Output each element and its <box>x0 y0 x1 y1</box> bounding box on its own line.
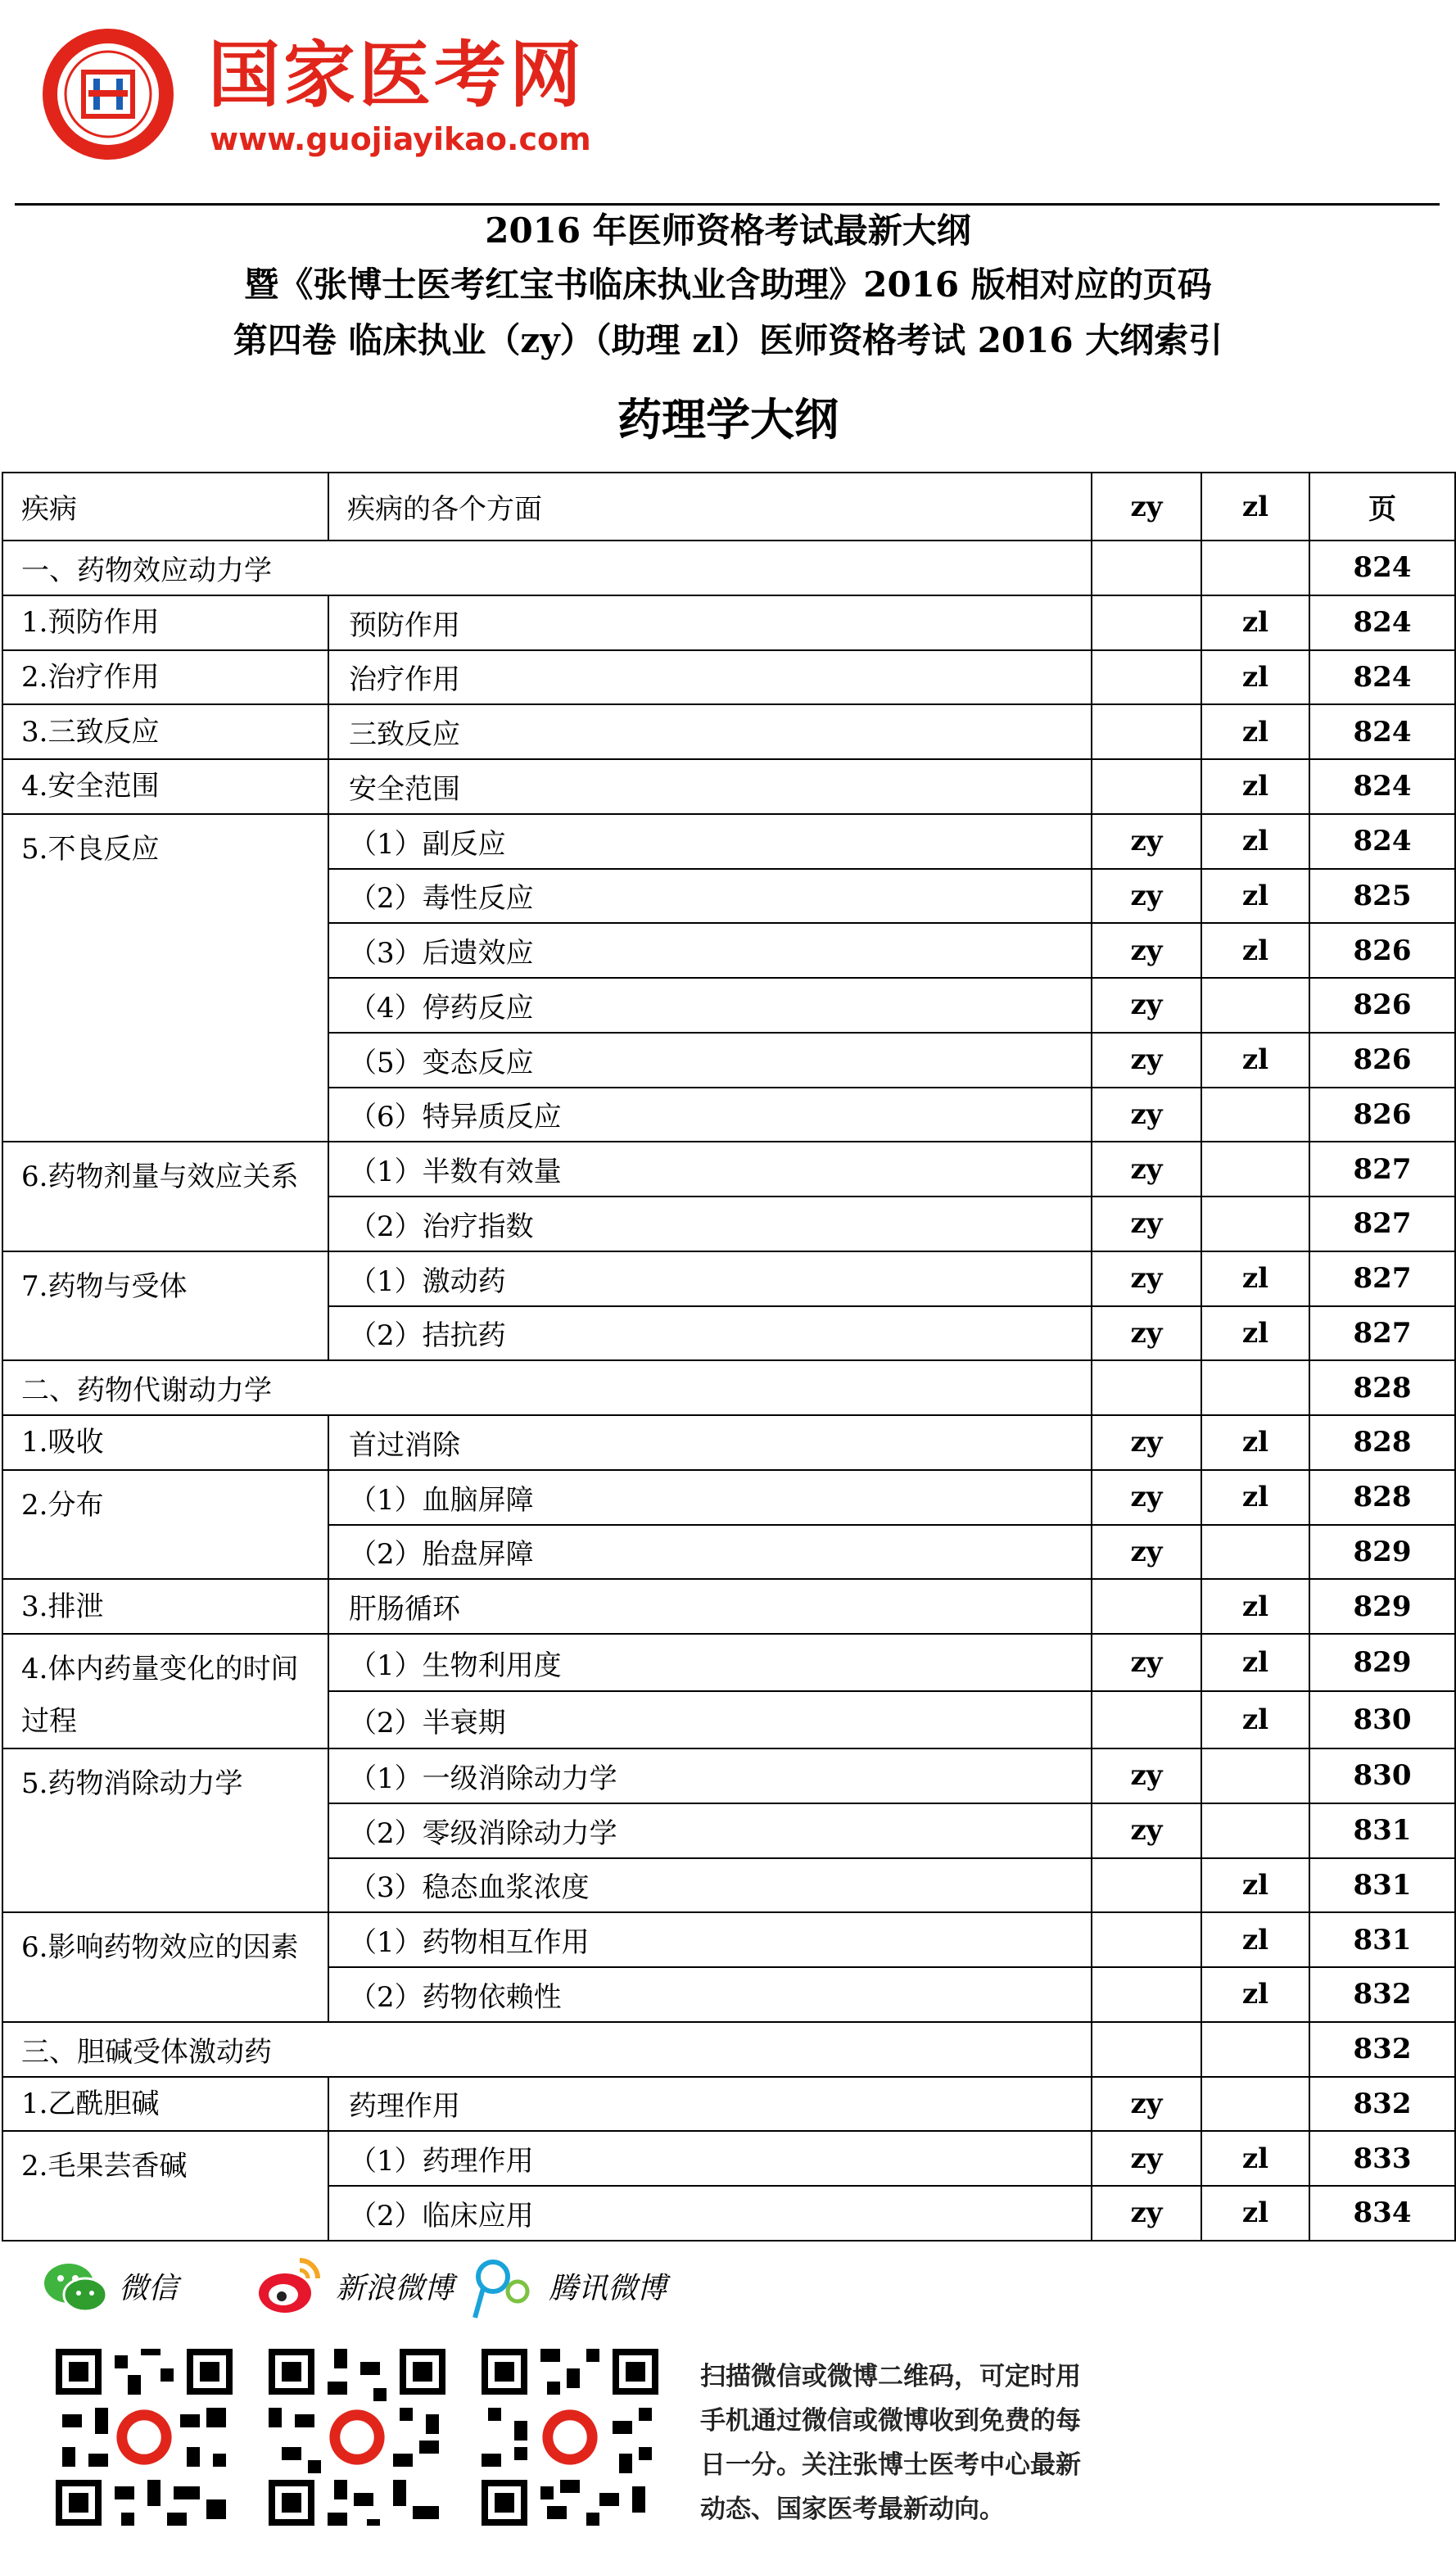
page-number: 833 <box>1309 2131 1455 2186</box>
zl-cell <box>1201 1525 1309 1580</box>
page-number: 827 <box>1309 1306 1455 1361</box>
page-number: 830 <box>1309 1748 1455 1803</box>
syllabus-table <box>2 472 1456 2242</box>
page-number: 828 <box>1309 1470 1455 1525</box>
table-row <box>2 704 1455 759</box>
page-number: 834 <box>1309 2186 1455 2241</box>
table-row <box>2 1634 1455 1691</box>
zl-cell <box>1201 2077 1309 2132</box>
section-row <box>2 1360 1455 1415</box>
page-number: 829 <box>1309 1525 1455 1580</box>
table-row <box>2 1142 1455 1197</box>
zy-cell <box>1092 704 1201 759</box>
page-number: 828 <box>1309 1360 1455 1415</box>
section-label: 二、药物代谢动力学 <box>2 1360 1092 1415</box>
page-number: 831 <box>1309 1803 1455 1858</box>
topic-cell: 2.治疗作用 <box>2 650 328 705</box>
zl-cell <box>1201 1360 1309 1415</box>
aspect-cell: 首过消除 <box>328 1415 1092 1470</box>
zl-cell: zl <box>1201 1634 1309 1691</box>
page-number: 826 <box>1309 923 1455 978</box>
zy-cell: zy <box>1092 1525 1201 1580</box>
header-aspects: 疾病的各个方面 <box>328 473 1092 541</box>
zy-cell <box>1092 2022 1201 2077</box>
zl-cell: zl <box>1201 595 1309 650</box>
zy-cell: zy <box>1092 978 1201 1033</box>
footer <box>33 2244 1425 2555</box>
zl-cell: zl <box>1201 1579 1309 1634</box>
zy-cell <box>1092 1579 1201 1634</box>
zy-cell: zy <box>1092 1197 1201 1251</box>
page-number: 829 <box>1309 1579 1455 1634</box>
page-number: 827 <box>1309 1142 1455 1197</box>
zl-cell: zl <box>1201 1470 1309 1525</box>
aspect-cell: （1）血脑屏障 <box>328 1470 1092 1525</box>
zl-cell: zl <box>1201 1251 1309 1306</box>
page-number: 832 <box>1309 2022 1455 2077</box>
zl-cell <box>1201 1197 1309 1251</box>
sina-weibo-label: 新浪微博 <box>336 2272 454 2305</box>
header-page: 页 <box>1309 473 1455 541</box>
topic-cell: 6.影响药物效应的因素 <box>2 1912 328 2022</box>
footer-text-line: 手机通过微信或微博收到免费的每 <box>700 2406 1081 2436</box>
section-row <box>2 2022 1455 2077</box>
zy-cell <box>1092 759 1201 814</box>
section-label: 三、胆碱受体激动药 <box>2 2022 1092 2077</box>
aspect-cell: （4）停药反应 <box>328 978 1092 1033</box>
document-title-line3: 第四卷 临床执业（zy）（助理 zl）医师资格考试 2016 大纲索引 <box>233 320 1223 360</box>
page-number: 824 <box>1309 759 1455 814</box>
topic-cell: 7.药物与受体 <box>2 1251 328 1361</box>
page-number: 824 <box>1309 814 1455 869</box>
aspect-cell: 安全范围 <box>328 759 1092 814</box>
zy-cell: zy <box>1092 1306 1201 1361</box>
zy-cell <box>1092 650 1201 705</box>
zy-cell: zy <box>1092 1415 1201 1470</box>
aspect-cell: （1）激动药 <box>328 1251 1092 1306</box>
footer-instructions <box>700 2355 1159 2531</box>
page-number: 831 <box>1309 1858 1455 1913</box>
topic-cell: 1.乙酰胆碱 <box>2 2077 328 2132</box>
zy-cell: zy <box>1092 2186 1201 2241</box>
zy-cell: zy <box>1092 1634 1201 1691</box>
topic-cell: 6.药物剂量与效应关系 <box>2 1142 328 1251</box>
tencent-weibo-label: 腾讯微博 <box>549 2272 667 2305</box>
aspect-cell: 三致反应 <box>328 704 1092 759</box>
table-row <box>2 2077 1455 2132</box>
footer-text-line: 动态、国家医考最新动向。 <box>700 2495 1005 2524</box>
zy-cell <box>1092 1360 1201 1415</box>
zl-cell: zl <box>1201 923 1309 978</box>
section-label: 一、药物效应动力学 <box>2 541 1092 595</box>
page-number: 832 <box>1309 2077 1455 2132</box>
topic-cell: 1.吸收 <box>2 1415 328 1470</box>
wechat-icon <box>41 2252 110 2321</box>
zl-cell: zl <box>1201 1967 1309 2022</box>
page-number: 826 <box>1309 978 1455 1033</box>
page-number: 824 <box>1309 704 1455 759</box>
aspect-cell: （2）拮抗药 <box>328 1306 1092 1361</box>
header-zl: zl <box>1201 473 1309 541</box>
topic-cell: 3.三致反应 <box>2 704 328 759</box>
brand-name: 国家医考网 <box>208 33 586 117</box>
document-title-line2: 暨《张博士医考红宝书临床执业含助理》2016 版相对应的页码 <box>244 265 1212 305</box>
table-header-row <box>2 473 1455 541</box>
zy-cell: zy <box>1092 814 1201 869</box>
wechat-qr-code[interactable] <box>49 2342 239 2532</box>
page-number: 830 <box>1309 1691 1455 1748</box>
zl-cell <box>1201 2022 1309 2077</box>
zy-cell <box>1092 1967 1201 2022</box>
page-number: 824 <box>1309 650 1455 705</box>
table-body <box>2 541 1455 2241</box>
aspect-cell: （1）生物利用度 <box>328 1634 1092 1691</box>
zl-cell <box>1201 541 1309 595</box>
zy-cell <box>1092 541 1201 595</box>
aspect-cell: （5）变态反应 <box>328 1033 1092 1088</box>
zy-cell: zy <box>1092 1142 1201 1197</box>
topic-cell: 2.毛果芸香碱 <box>2 2131 328 2241</box>
sina-weibo-icon <box>254 2252 323 2321</box>
zl-cell: zl <box>1201 759 1309 814</box>
table-row <box>2 650 1455 705</box>
section-title: 药理学大纲 <box>617 393 839 446</box>
aspect-cell: （2）毒性反应 <box>328 869 1092 924</box>
topic-cell: 4.安全范围 <box>2 759 328 814</box>
footer-text-line: 扫描微信或微博二维码，可定时用 <box>700 2362 1081 2391</box>
zy-cell <box>1092 1691 1201 1748</box>
aspect-cell: （1）一级消除动力学 <box>328 1748 1092 1803</box>
zl-cell: zl <box>1201 704 1309 759</box>
zy-cell: zy <box>1092 923 1201 978</box>
topic-cell: 5.不良反应 <box>2 814 328 1142</box>
aspect-cell: （1）药物相互作用 <box>328 1912 1092 1967</box>
zy-cell: zy <box>1092 1088 1201 1142</box>
aspect-cell: （2）半衰期 <box>328 1691 1092 1748</box>
aspect-cell: （1）药理作用 <box>328 2131 1092 2186</box>
zy-cell: zy <box>1092 1033 1201 1088</box>
aspect-cell: （2）零级消除动力学 <box>328 1803 1092 1858</box>
page-number: 831 <box>1309 1912 1455 1967</box>
page-number: 832 <box>1309 1967 1455 2022</box>
zy-cell: zy <box>1092 869 1201 924</box>
page-number: 824 <box>1309 595 1455 650</box>
tencent-weibo-icon <box>467 2252 536 2321</box>
zl-cell <box>1201 1748 1309 1803</box>
aspect-cell: （2）临床应用 <box>328 2186 1092 2241</box>
zl-cell: zl <box>1201 1415 1309 1470</box>
header-zy: zy <box>1092 473 1201 541</box>
brand-url[interactable]: www.guojiayikao.com <box>210 121 591 157</box>
zy-cell: zy <box>1092 1748 1201 1803</box>
topic-cell: 1.预防作用 <box>2 595 328 650</box>
aspect-cell: （2）药物依赖性 <box>328 1967 1092 2022</box>
zl-cell: zl <box>1201 650 1309 705</box>
topic-cell: 5.药物消除动力学 <box>2 1748 328 1912</box>
topic-cell: 3.排泄 <box>2 1579 328 1634</box>
zl-cell: zl <box>1201 869 1309 924</box>
zy-cell: zy <box>1092 1803 1201 1858</box>
table-row <box>2 1470 1455 1525</box>
aspect-cell: （2）胎盘屏障 <box>328 1525 1092 1580</box>
aspect-cell: （3）后遗效应 <box>328 923 1092 978</box>
zl-cell: zl <box>1201 1306 1309 1361</box>
aspect-cell: 药理作用 <box>328 2077 1092 2132</box>
footer-text-line: 日一分。关注张博士医考中心最新 <box>700 2450 1081 2480</box>
topic-cell: 2.分布 <box>2 1470 328 1580</box>
zl-cell <box>1201 1142 1309 1197</box>
seal-logo-icon <box>36 25 192 164</box>
tencent-weibo-qr-code[interactable] <box>475 2342 665 2532</box>
table-row <box>2 814 1455 869</box>
zy-cell: zy <box>1092 1470 1201 1525</box>
aspect-cell: 治疗作用 <box>328 650 1092 705</box>
page-number: 826 <box>1309 1033 1455 1088</box>
page-number: 827 <box>1309 1251 1455 1306</box>
page-number: 826 <box>1309 1088 1455 1142</box>
aspect-cell: （2）治疗指数 <box>328 1197 1092 1251</box>
zl-cell <box>1201 1803 1309 1858</box>
zy-cell <box>1092 595 1201 650</box>
zl-cell: zl <box>1201 1912 1309 1967</box>
zl-cell: zl <box>1201 2186 1309 2241</box>
zy-cell: zy <box>1092 2077 1201 2132</box>
zl-cell <box>1201 1088 1309 1142</box>
zy-cell <box>1092 1912 1201 1967</box>
zl-cell: zl <box>1201 1691 1309 1748</box>
aspect-cell: （6）特异质反应 <box>328 1088 1092 1142</box>
table-row <box>2 1415 1455 1470</box>
zl-cell <box>1201 978 1309 1033</box>
table-row <box>2 1579 1455 1634</box>
zy-cell <box>1092 1858 1201 1913</box>
document-title-line1: 2016 年医师资格考试最新大纲 <box>485 210 971 251</box>
aspect-cell: 预防作用 <box>328 595 1092 650</box>
page-number: 827 <box>1309 1197 1455 1251</box>
page-number: 824 <box>1309 541 1455 595</box>
table-row <box>2 2131 1455 2186</box>
zl-cell: zl <box>1201 1858 1309 1913</box>
header-disease: 疾病 <box>2 473 328 541</box>
section-row <box>2 541 1455 595</box>
zy-cell: zy <box>1092 1251 1201 1306</box>
aspect-cell: （3）稳态血浆浓度 <box>328 1858 1092 1913</box>
page-number: 829 <box>1309 1634 1455 1691</box>
topic-cell: 4.体内药量变化的时间过程 <box>2 1634 328 1748</box>
wechat-label: 微信 <box>119 2272 179 2305</box>
table-row <box>2 1251 1455 1306</box>
site-logo[interactable] <box>36 25 626 164</box>
zl-cell: zl <box>1201 1033 1309 1088</box>
zl-cell: zl <box>1201 2131 1309 2186</box>
sina-weibo-qr-code[interactable] <box>262 2342 452 2532</box>
zl-cell: zl <box>1201 814 1309 869</box>
page-number: 825 <box>1309 869 1455 924</box>
zy-cell: zy <box>1092 2131 1201 2186</box>
table-row <box>2 1912 1455 1967</box>
aspect-cell: （1）副反应 <box>328 814 1092 869</box>
table-row <box>2 595 1455 650</box>
table-row <box>2 1748 1455 1803</box>
aspect-cell: 肝肠循环 <box>328 1579 1092 1634</box>
aspect-cell: （1）半数有效量 <box>328 1142 1092 1197</box>
table-row <box>2 759 1455 814</box>
page-number: 828 <box>1309 1415 1455 1470</box>
